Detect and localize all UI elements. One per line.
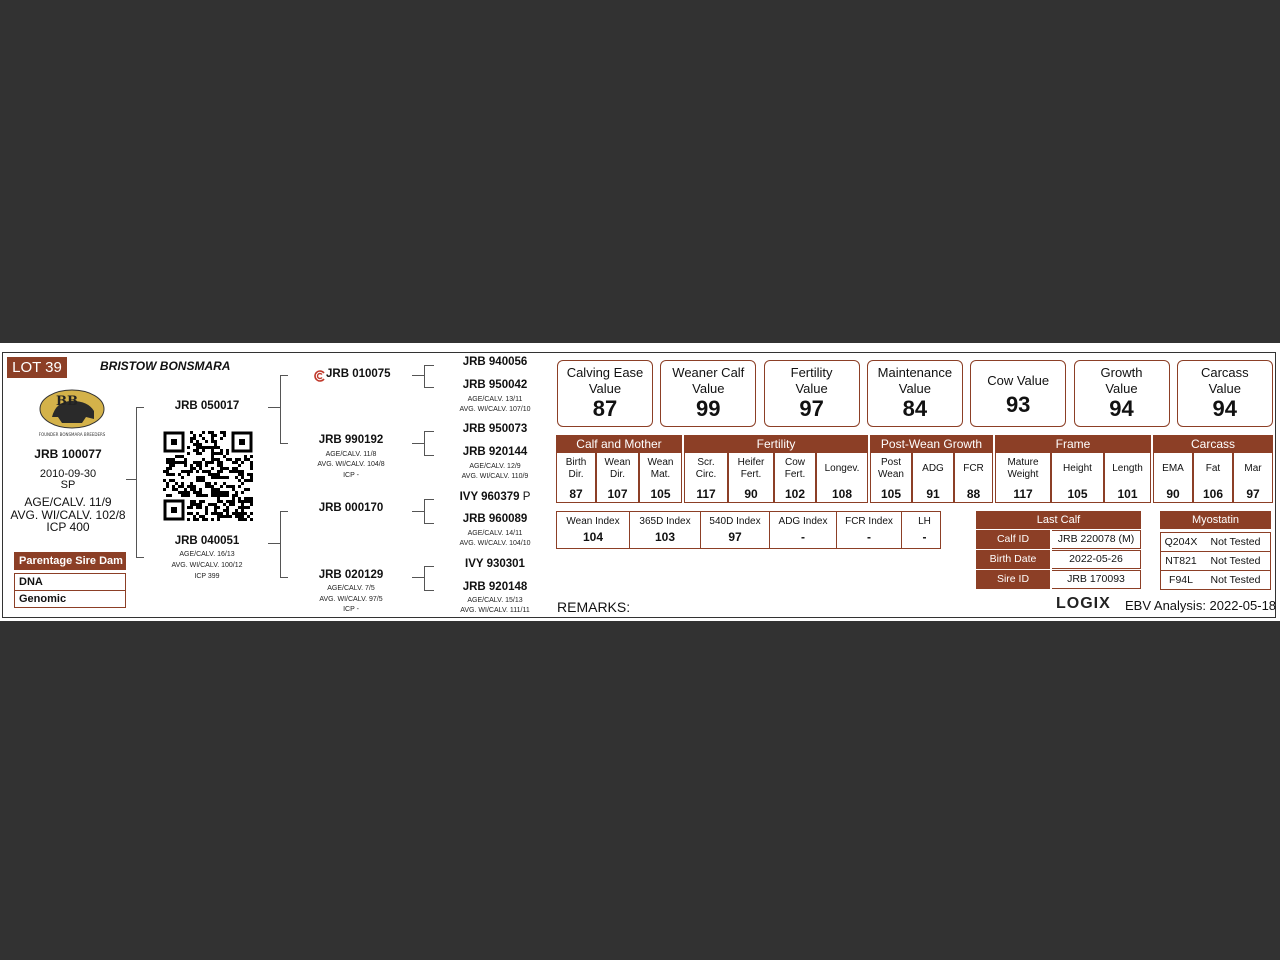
index-label: 540D Index	[709, 516, 761, 527]
value-title: Carcass Value	[1200, 365, 1249, 396]
myostatin-row	[1160, 552, 1271, 571]
ebv-cell	[596, 453, 639, 503]
sdd-avg-wi: AVG. WI/CALV. 110/9	[461, 473, 529, 480]
ebv-cell	[639, 453, 682, 503]
group-carcass: Carcass	[1153, 435, 1273, 453]
animal-avg-wi: AVG. WI/CALV. 102/8	[10, 508, 126, 522]
myostatin-header: Myostatin	[1160, 511, 1271, 529]
ebv-label: Heifer Fert.	[737, 457, 765, 480]
ped-line	[136, 557, 144, 558]
ebv-value: 88	[966, 487, 981, 501]
ebv-label: ADG	[922, 463, 944, 474]
ebv-value: 101	[1117, 487, 1138, 501]
value-number: 93	[1005, 392, 1031, 417]
dds-id: IVY 930301	[465, 558, 525, 570]
ebv-cell	[1051, 453, 1104, 503]
ebv-label: Post Wean	[878, 457, 904, 480]
ebv-cell	[870, 453, 912, 503]
ped-line	[268, 407, 280, 408]
ssd-avg-wi: AVG. WI/CALV. 107/10	[459, 406, 531, 413]
ebv-value: 117	[1013, 487, 1033, 501]
ebv-value: 90	[744, 487, 758, 501]
ped-line	[424, 499, 434, 500]
index-label: FCR Index	[845, 516, 893, 527]
value-number: 94	[1212, 396, 1238, 421]
ped-line	[412, 375, 424, 376]
ebv-value: 105	[880, 487, 902, 501]
ebv-value: 106	[1202, 487, 1224, 501]
myostatin-row	[1160, 532, 1271, 552]
ebv-value: 102	[784, 487, 806, 501]
myostatin-value: Not Tested	[1210, 574, 1261, 586]
dam-dam-id: JRB 020129	[318, 569, 384, 581]
ebv-label: Wean Mat.	[647, 457, 674, 480]
ped-line	[280, 375, 281, 443]
last-calf-key: Sire ID	[976, 570, 1050, 589]
ebv-label: EMA	[1162, 463, 1184, 474]
ebv-label: FCR	[963, 463, 984, 474]
ped-line	[412, 577, 424, 578]
logo-text: BB	[56, 394, 78, 409]
value-box	[660, 360, 756, 427]
dss-id	[440, 491, 550, 503]
value-title: Calving Ease Value	[566, 365, 644, 396]
index-table	[556, 511, 941, 549]
ebv-label: Mature Weight	[1007, 457, 1039, 480]
ebv-value: 91	[926, 487, 940, 501]
value-title: Fertility Value	[790, 365, 833, 396]
breeder-name: BRISTOW BONSMARA	[100, 359, 231, 373]
value-number: 99	[696, 396, 721, 421]
group-frame: Frame	[995, 435, 1151, 453]
index-label: 365D Index	[639, 516, 691, 527]
last-calf-key: Calf ID	[976, 530, 1050, 549]
ped-line	[424, 431, 425, 455]
ped-line	[424, 455, 434, 456]
lot-number: LOT 39	[7, 357, 67, 378]
ped-line	[280, 511, 288, 512]
dsd-id: JRB 960089	[462, 513, 528, 525]
ped-line	[126, 479, 136, 480]
ddd-id: JRB 920148	[462, 581, 528, 593]
ped-line	[268, 543, 280, 544]
index-cell	[630, 512, 701, 548]
parentage-row-genomic: Genomic	[14, 591, 126, 608]
sire-marker-icon	[314, 369, 326, 381]
ebv-value: 108	[831, 487, 853, 501]
parentage-header: Parentage Sire Dam	[14, 552, 126, 570]
dam-avg-wi: AVG. WI/CALV. 100/12	[171, 562, 243, 569]
ebv-cell	[1193, 453, 1233, 503]
index-cell	[770, 512, 837, 548]
animal-birth-date: 2010-09-30	[39, 468, 97, 480]
dam-dam-age-calv: AGE/CALV. 7/5	[327, 585, 375, 592]
sire-dam-id: JRB 990192	[318, 434, 384, 446]
index-label: ADG Index	[778, 516, 828, 527]
index-value: 104	[582, 530, 604, 544]
ped-line	[280, 511, 281, 577]
value-number: 87	[592, 396, 618, 421]
ebv-label: Wean Dir.	[604, 457, 631, 480]
ebv-cell	[816, 453, 868, 503]
value-number: 84	[902, 396, 928, 421]
ebv-value: 117	[696, 487, 716, 501]
index-cell	[902, 512, 947, 548]
ebv-label: Height	[1063, 463, 1092, 474]
sss-id: JRB 940056	[462, 356, 528, 368]
ebv-cell	[1153, 453, 1193, 503]
ped-line	[424, 431, 434, 432]
ped-line	[280, 375, 288, 376]
value-title: Maintenance Value	[877, 365, 953, 396]
remarks-label: REMARKS:	[557, 599, 631, 615]
value-number: 97	[799, 396, 824, 421]
animal-sex: SP	[60, 479, 76, 491]
sire-dam-age-calv: AGE/CALV. 11/8	[325, 451, 377, 458]
dsd-avg-wi: AVG. WI/CALV. 104/10	[459, 540, 531, 547]
last-calf-value: 2022-05-26	[1052, 550, 1141, 569]
myostatin-value: Not Tested	[1210, 555, 1261, 567]
ddd-avg-wi: AVG. WI/CALV. 111/11	[460, 607, 530, 614]
ped-line	[424, 365, 434, 366]
last-calf-row	[976, 530, 1141, 549]
ped-line	[412, 511, 424, 512]
ebv-value: 105	[650, 487, 671, 501]
ebv-label: Longev.	[824, 463, 860, 474]
group-fertility: Fertility	[684, 435, 868, 453]
last-calf-row	[976, 550, 1141, 569]
ebv-value: 105	[1067, 487, 1088, 501]
animal-icp: ICP 400	[46, 520, 90, 534]
ebv-label: Length	[1112, 463, 1143, 474]
ped-line	[136, 407, 137, 557]
index-label: LH	[918, 516, 931, 527]
breeder-logo	[36, 387, 108, 439]
ebv-value: 107	[607, 487, 628, 501]
ped-line	[424, 365, 425, 387]
index-value: 103	[654, 530, 676, 544]
myostatin-key: F94L	[1169, 574, 1193, 586]
sire-id: JRB 050017	[174, 400, 240, 412]
ebv-cell	[728, 453, 774, 503]
dam-icp: ICP 399	[194, 573, 220, 580]
ssd-age-calv: AGE/CALV. 13/11	[467, 396, 523, 403]
dam-sire-id: JRB 000170	[318, 502, 384, 514]
ped-line	[424, 387, 434, 388]
sdd-age-calv: AGE/CALV. 12/9	[469, 463, 521, 470]
index-value: 97	[728, 530, 742, 544]
last-calf-value: JRB 170093	[1052, 570, 1141, 589]
parentage-table	[14, 552, 126, 608]
ped-line	[424, 499, 425, 523]
dam-id: JRB 040051	[174, 535, 240, 547]
value-title: Growth Value	[1100, 365, 1143, 396]
ped-line	[412, 443, 424, 444]
last-calf-row	[976, 570, 1141, 589]
myostatin-row	[1160, 571, 1271, 590]
ped-line	[136, 407, 144, 408]
sire-dam-avg-wi: AVG. WI/CALV. 104/8	[317, 461, 385, 468]
ebv-cell	[556, 453, 596, 503]
parentage-row-dna: DNA	[14, 573, 126, 591]
last-calf-table	[976, 511, 1141, 589]
index-label: Wean Index	[566, 516, 620, 527]
ped-line	[424, 523, 434, 524]
ebv-label: Birth Dir.	[565, 457, 587, 480]
ebv-cell	[954, 453, 993, 503]
ddd-age-calv: AGE/CALV. 15/13	[467, 597, 523, 604]
value-box	[557, 360, 653, 427]
ebv-label: Fat	[1205, 463, 1221, 474]
ped-line	[424, 590, 434, 591]
index-value: -	[867, 530, 871, 544]
ebv-label: Mar	[1244, 463, 1262, 474]
value-box	[1177, 360, 1273, 427]
ebv-value: 97	[1246, 487, 1260, 501]
ebv-cell	[995, 453, 1051, 503]
index-cell	[701, 512, 770, 548]
value-box	[867, 360, 963, 427]
ebv-cell	[1104, 453, 1151, 503]
animal-id: JRB 100077	[34, 447, 102, 461]
myostatin-key: NT821	[1165, 555, 1197, 567]
logix-logo: LOGIX	[1056, 595, 1111, 612]
ebv-cell	[912, 453, 954, 503]
value-title: Cow Value	[987, 373, 1050, 388]
ped-line	[280, 443, 288, 444]
dss-suffix: P	[522, 491, 531, 503]
dam-dam-avg-wi: AVG. WI/CALV. 97/5	[319, 596, 383, 603]
ped-line	[280, 577, 288, 578]
ssd-id: JRB 950042	[462, 379, 528, 391]
ebv-cell	[1233, 453, 1273, 503]
ebv-label: Scr. Circ.	[695, 457, 717, 480]
ebv-cell	[684, 453, 728, 503]
myostatin-value: Not Tested	[1210, 536, 1261, 548]
dsd-age-calv: AGE/CALV. 14/11	[467, 530, 523, 537]
value-box	[1074, 360, 1170, 427]
group-post-wean-growth: Post-Wean Growth	[870, 435, 993, 453]
dam-age-calv: AGE/CALV. 16/13	[179, 551, 235, 558]
index-value: -	[922, 530, 927, 544]
index-cell	[837, 512, 902, 548]
value-title: Weaner Calf Value	[672, 365, 745, 396]
myostatin-key: Q204X	[1164, 536, 1198, 548]
myostatin-table	[1160, 511, 1271, 590]
ebv-value: 87	[569, 487, 583, 501]
sire-dam-icp: ICP -	[343, 472, 359, 479]
ebv-value: 90	[1166, 487, 1180, 501]
index-cell	[557, 512, 630, 548]
value-box	[764, 360, 860, 427]
last-calf-key: Birth Date	[976, 550, 1050, 569]
sire-sire-id: JRB 010075	[326, 368, 391, 380]
ped-line	[424, 566, 425, 590]
sds-id: JRB 950073	[462, 423, 528, 435]
ebv-analysis-date: EBV Analysis: 2022-05-18	[1125, 598, 1277, 613]
value-box	[970, 360, 1066, 427]
value-number: 94	[1109, 396, 1134, 421]
group-calf-and-mother: Calf and Mother	[556, 435, 682, 453]
index-value: -	[801, 530, 805, 544]
logo-subtext: FOUNDER BONSMARA BREEDERS	[38, 432, 106, 437]
ebv-cell	[774, 453, 816, 503]
dss-id-text: IVY 960379	[459, 491, 520, 503]
animal-age-calv: AGE/CALV. 11/9	[24, 495, 112, 509]
qr-code	[163, 431, 253, 521]
last-calf-value: JRB 220078 (M)	[1052, 530, 1141, 549]
dam-dam-icp: ICP -	[343, 606, 359, 613]
sdd-id: JRB 920144	[462, 446, 528, 458]
last-calf-header: Last Calf	[976, 511, 1141, 529]
sale-card	[0, 343, 1280, 621]
ped-line	[424, 566, 434, 567]
ebv-label: Cow Fert.	[784, 457, 806, 480]
